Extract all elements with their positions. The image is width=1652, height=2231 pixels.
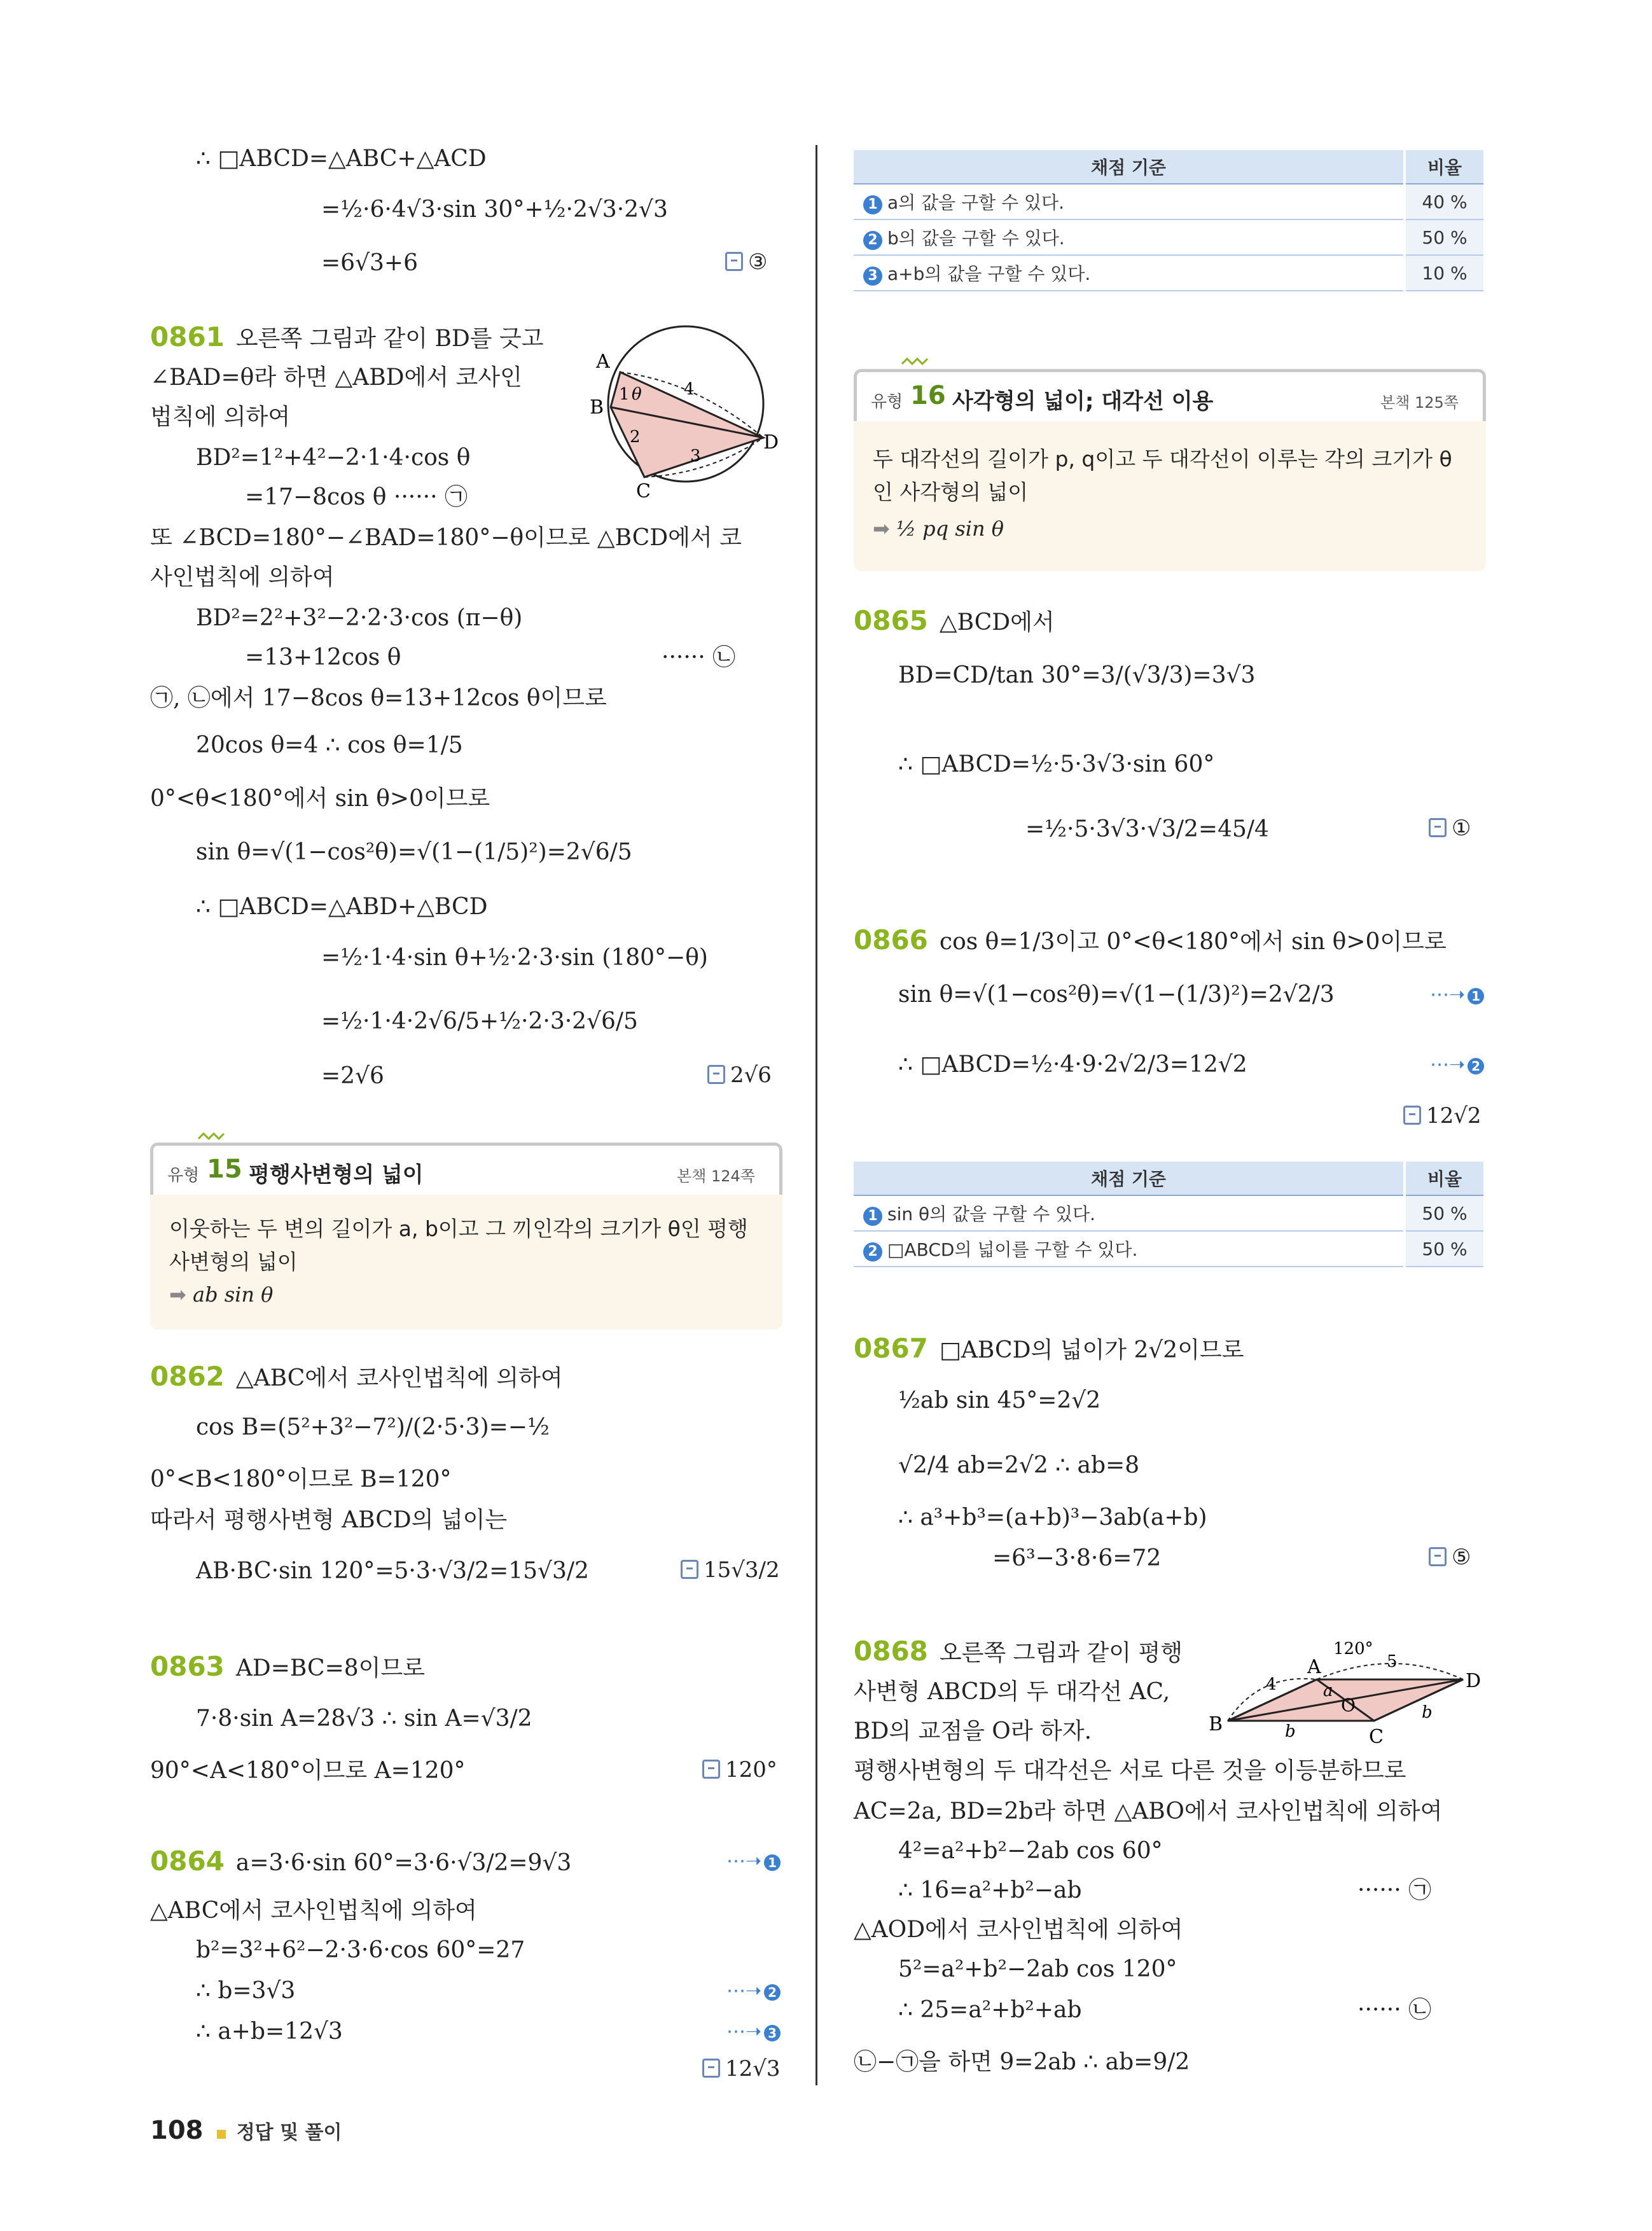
line: ∴ □ABCD=△ABD+△BCD xyxy=(196,894,488,920)
line: ∴ 25=a²+b²+ab xyxy=(898,1997,1082,2023)
problem-0865-header: 0865 △BCD에서 xyxy=(854,605,1055,636)
answer: 120° xyxy=(702,1757,777,1783)
label-b2: b xyxy=(1422,1703,1433,1722)
label-theta: θ xyxy=(632,385,642,404)
label-1: 1 xyxy=(619,385,630,404)
answer: ① xyxy=(1429,816,1471,841)
line: ∴ b=3√3 xyxy=(196,1978,296,2004)
line: ㉠, ㉡에서 17−8cos θ=13+12cos θ이므로 xyxy=(150,685,607,711)
line: √2/4 ab=2√2 ∴ ab=8 xyxy=(898,1452,1140,1478)
type-16-body: 두 대각선의 길이가 p, q이고 두 대각선이 이루는 각의 크기가 θ 인 사각형의 넓이 ➡ ½ pq sin θ xyxy=(854,421,1486,571)
answer: ③ xyxy=(725,249,767,275)
problem-0868-header: 0868 오른쪽 그림과 같이 평행 xyxy=(854,1636,1183,1667)
table-header: 비율 xyxy=(1405,150,1483,184)
bullet-icon xyxy=(217,2130,226,2139)
label-C: C xyxy=(1369,1726,1384,1748)
table-header: 채점 기준 xyxy=(854,150,1405,184)
line: △AOD에서 코사인법칙에 의하여 xyxy=(854,1917,1183,1943)
step-marker-2: ⋯➝ 2 xyxy=(726,1980,781,2002)
line: ······ ㉡ xyxy=(662,644,736,671)
line: ∴ a+b=12√3 xyxy=(196,2019,343,2045)
answer-icon xyxy=(681,1560,698,1579)
type-15-body: 이웃하는 두 변의 길이가 a, b이고 그 끼인각의 크기가 θ인 평행 사변형의 넓이 ➡ ab sin θ xyxy=(150,1195,782,1330)
type-15-header: 유형 15 평행사변형의 넓이 본책 124쪽 xyxy=(150,1143,782,1198)
line: =2√6 xyxy=(321,1063,384,1089)
line: ∴ a³+b³=(a+b)³−3ab(a+b) xyxy=(898,1505,1207,1531)
line: ∴ 16=a²+b²−ab xyxy=(898,1877,1082,1903)
line: BD²=1²+4²−2·1·4·cos θ xyxy=(196,445,471,471)
label-B: B xyxy=(1209,1713,1223,1735)
label-A: A xyxy=(1307,1656,1321,1678)
line: 20cos θ=4 ∴ cos θ=1/5 xyxy=(196,732,463,758)
line: 사변형 ABCD의 두 대각선 AC, xyxy=(854,1679,1170,1705)
line: ∴ □ABCD=½·5·3√3·sin 60° xyxy=(898,751,1215,777)
line: 7·8·sin A=28√3 ∴ sin A=√3/2 xyxy=(196,1706,532,1732)
line: 사인법칙에 의하여 xyxy=(150,564,335,590)
label-b: b xyxy=(1285,1722,1296,1741)
line: =13+12cos θ xyxy=(245,644,401,671)
step-marker-1: ⋯➝ 1 xyxy=(726,1850,781,1872)
label-4: 4 xyxy=(684,380,695,399)
wave-icon xyxy=(901,356,933,369)
answer-icon xyxy=(1429,818,1447,837)
line: 5²=a²+b²−2ab cos 120° xyxy=(898,1956,1177,1982)
arrow-icon: ➡ xyxy=(169,1282,186,1307)
line: =½·1·4·2√6/5+½·2·3·2√6/5 xyxy=(321,1008,638,1034)
page-number: 108 xyxy=(150,2116,204,2145)
column-divider xyxy=(816,145,817,2085)
line: AB·BC·sin 120°=5·3·√3/2=15√3/2 xyxy=(196,1558,589,1584)
line: cos B=(5²+3²−7²)/(2·5·3)=−½ xyxy=(196,1414,550,1440)
label-O: O xyxy=(1341,1695,1356,1716)
line: ½ab sin 45°=2√2 xyxy=(898,1387,1101,1414)
line: ∴ □ABCD=½·4·9·2√2/3=12√2 xyxy=(898,1052,1247,1078)
answer: ⑤ xyxy=(1429,1545,1471,1570)
footer-label: 정답 및 풀이 xyxy=(236,2122,342,2144)
grading-table-2 xyxy=(854,1162,1483,1267)
problem-0864-header: 0864 a=3·6·sin 60°=3·6·√3/2=9√3 xyxy=(150,1845,572,1877)
figure-0861 xyxy=(582,318,779,503)
line: 평행사변형의 두 대각선은 서로 다른 것을 이등분하므로 xyxy=(854,1758,1406,1784)
answer-icon xyxy=(725,252,743,271)
problem-0862-header: 0862 △ABC에서 코사인법칙에 의하여 xyxy=(150,1361,563,1392)
problem-0863-header: 0863 AD=BC=8이므로 xyxy=(150,1651,425,1682)
answer-icon xyxy=(1429,1547,1447,1566)
label-D: D xyxy=(763,431,779,454)
type-16-header: 유형 16 사각형의 넓이; 대각선 이용 본책 125쪽 xyxy=(854,369,1486,424)
line: =6³−3·8·6=72 xyxy=(992,1545,1162,1571)
answer-icon xyxy=(702,1760,720,1779)
answer-icon xyxy=(702,2059,720,2078)
answer: 2√6 xyxy=(707,1062,772,1088)
answer: 12√2 xyxy=(1403,1103,1482,1129)
line: =17−8cos θ ······ ㉠ xyxy=(245,484,468,510)
table-row: 2 b의 값을 구할 수 있다. 50 % xyxy=(854,219,1483,255)
label-C: C xyxy=(636,480,651,503)
table-header: 채점 기준 xyxy=(854,1162,1405,1195)
answer-icon xyxy=(1403,1106,1421,1125)
label-B: B xyxy=(590,396,604,419)
label-4: 4 xyxy=(1266,1675,1277,1694)
line: =½·5·3√3·√3/2=45/4 xyxy=(1025,816,1269,842)
step-marker-1: ⋯➝ 1 xyxy=(1430,983,1484,1006)
label-a: a xyxy=(1323,1681,1333,1700)
arrow-icon: ➡ xyxy=(873,517,890,541)
line: 법칙에 의하여 xyxy=(150,404,291,430)
table-row: 3 a+b의 값을 구할 수 있다. 10 % xyxy=(854,255,1483,291)
table-header: 비율 xyxy=(1405,1162,1483,1195)
line: =½·1·4·sin θ+½·2·3·sin (180°−θ) xyxy=(321,945,708,971)
table-row: 2 □ABCD의 넓이를 구할 수 있다. 50 % xyxy=(854,1231,1483,1267)
answer: 12√3 xyxy=(702,2056,781,2082)
grading-table-1 xyxy=(854,150,1483,291)
line: ······ ㉠ xyxy=(1357,1877,1432,1903)
answer: 15√3/2 xyxy=(681,1557,780,1583)
line: 0°<θ<180°에서 sin θ>0이므로 xyxy=(150,786,490,812)
label-5: 5 xyxy=(1387,1652,1398,1671)
line: BD²=2²+3²−2·2·3·cos (π−θ) xyxy=(196,605,523,631)
line: =½·6·4√3·sin 30°+½·2√3·2√3 xyxy=(321,197,668,223)
label-A: A xyxy=(596,351,610,373)
line: ㉡−㉠을 하면 9=2ab ∴ ab=9/2 xyxy=(854,2049,1190,2075)
line: 90°<A<180°이므로 A=120° xyxy=(150,1758,466,1784)
line: AC=2a, BD=2b라 하면 △ABO에서 코사인법칙에 의하여 xyxy=(854,1798,1443,1824)
line: ∴ □ABCD=△ABC+△ACD xyxy=(196,146,487,172)
line: ∠BAD=θ라 하면 △ABD에서 코사인 xyxy=(150,365,522,391)
line: sin θ=√(1−cos²θ)=√(1−(1/5)²)=2√6/5 xyxy=(196,839,632,865)
table-row: 1 sin θ의 값을 구할 수 있다. 50 % xyxy=(854,1195,1483,1231)
line: 또 ∠BCD=180°−∠BAD=180°−θ이므로 △BCD에서 코 xyxy=(150,525,742,551)
step-marker-2: ⋯➝ 2 xyxy=(1430,1053,1484,1076)
line: BD의 교점을 O라 하자. xyxy=(854,1718,1092,1744)
label-120: 120° xyxy=(1333,1639,1373,1658)
problem-0866-header: 0866 cos θ=1/3이고 0°<θ<180°에서 sin θ>0이므로 xyxy=(854,924,1447,956)
line: =6√3+6 xyxy=(321,250,418,276)
line: ······ ㉡ xyxy=(1357,1997,1432,2023)
problem-0867-header: 0867 □ABCD의 넓이가 2√2이므로 xyxy=(854,1333,1244,1364)
line: sin θ=√(1−cos²θ)=√(1−(1/3)²)=2√2/3 xyxy=(898,982,1335,1008)
label-2: 2 xyxy=(630,427,641,447)
line: b²=3²+6²−2·3·6·cos 60°=27 xyxy=(196,1937,525,1963)
label-D: D xyxy=(1466,1670,1482,1692)
step-marker-3: ⋯➝ 3 xyxy=(726,2020,781,2043)
line: △ABC에서 코사인법칙에 의하여 xyxy=(150,1898,477,1924)
line: 4²=a²+b²−2ab cos 60° xyxy=(898,1838,1163,1864)
problem-0861-header: 0861 오른쪽 그림과 같이 BD를 긋고 xyxy=(150,321,544,352)
wave-icon xyxy=(197,1131,229,1144)
line: BD=CD/tan 30°=3/(√3/3)=3√3 xyxy=(898,662,1256,688)
line: 따라서 평행사변형 ABCD의 넓이는 xyxy=(150,1507,508,1533)
footer xyxy=(150,2116,342,2145)
figure-0868 xyxy=(1202,1629,1489,1749)
label-3: 3 xyxy=(690,447,701,466)
line: 0°<B<180°이므로 B=120° xyxy=(150,1466,452,1492)
answer-icon xyxy=(707,1065,725,1084)
table-row: 1 a의 값을 구할 수 있다. 40 % xyxy=(854,184,1483,219)
